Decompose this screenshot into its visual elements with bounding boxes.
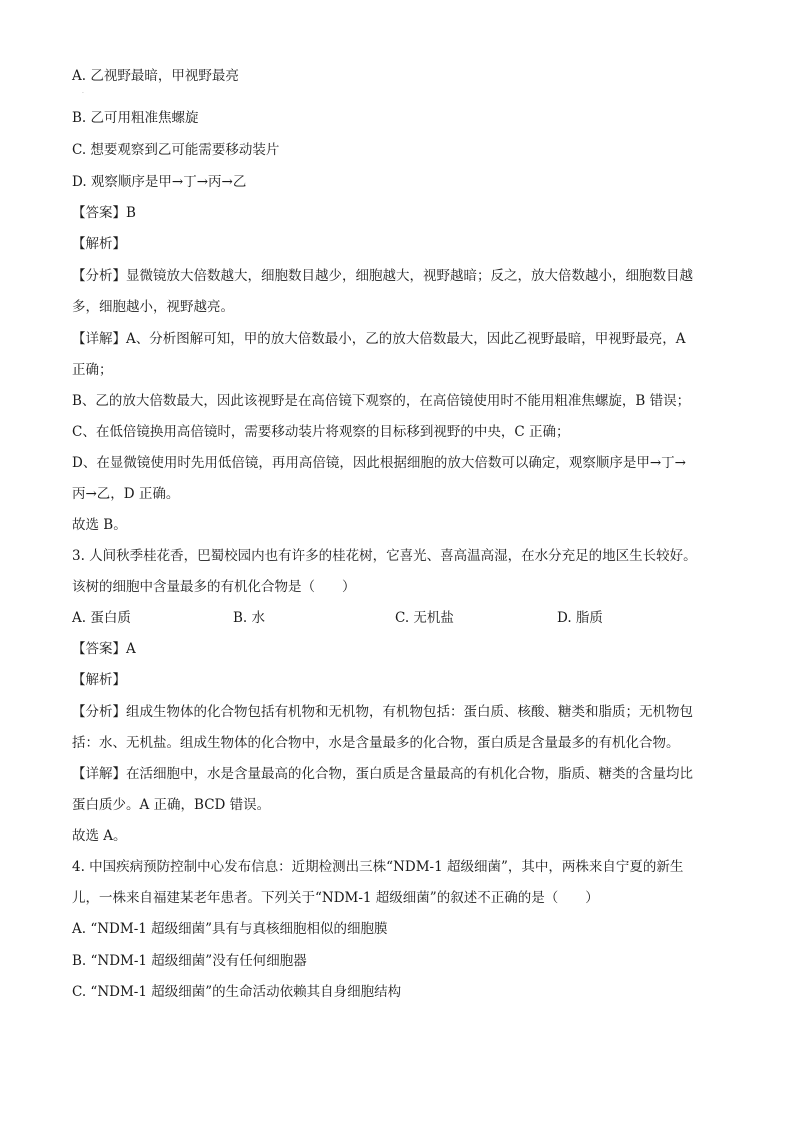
q2-detail-text: 【详解】A、分析图解可知，甲的放大倍数最小，乙的放大倍数最大，因此乙视野最暗，甲视野最亮，A bbox=[72, 331, 686, 347]
dot-mark: · bbox=[82, 90, 84, 97]
q3-answer: 【答案】A bbox=[72, 641, 136, 657]
q4-option-c: C. “NDM-1 超级细菌”的生命活动依赖其自身细胞结构 bbox=[72, 984, 402, 1000]
q2-analysis-label: 【解析】 bbox=[72, 236, 126, 252]
q4-stem: 儿，一株来自福建某老年患者。下列关于“NDM-1 超级细菌”的叙述不正确的是（ ） bbox=[72, 890, 599, 906]
q2-detail-text: B、乙的放大倍数最大，因此该视野是在高倍镜下观察的，在高倍镜使用时不能用粗准焦螺旋，B 错误； bbox=[72, 393, 691, 409]
q3-stem: 3. 人间秋季桂花香，巴蜀校园内也有许多的桂花树，它喜光、喜高温高湿，在水分充足的地区生长较好。 bbox=[72, 548, 697, 564]
q2-detail-text: 丙→乙，D 正确。 bbox=[72, 486, 180, 502]
q2-analysis-text: 【分析】显微镜放大倍数越大，细胞数目越少，细胞越大，视野越暗；反之，放大倍数越小，细胞数目越 bbox=[72, 268, 693, 284]
q2-conclusion: 故选 B。 bbox=[72, 517, 127, 533]
q3-detail-text: 【详解】在活细胞中，水是含量最高的化合物，蛋白质是含量最高的有机化合物，脂质、糖类的含量均比 bbox=[72, 766, 693, 782]
q2-detail-text: D、在显微镜使用时先用低倍镜，再用高倍镜，因此根据细胞的放大倍数可以确定，观察顺序是甲→丁→ bbox=[72, 455, 686, 471]
q3-analysis-text: 【分析】组成生物体的化合物包括有机物和无机物，有机物包括：蛋白质、核酸、糖类和脂质；无机物包 bbox=[72, 704, 693, 720]
q2-option-d: D. 观察顺序是甲→丁→丙→乙 bbox=[72, 174, 247, 190]
q2-detail-text: 正确； bbox=[72, 362, 113, 378]
q3-option-d: D. 脂质 bbox=[557, 610, 603, 626]
q3-stem: 该树的细胞中含量最多的有机化合物是（ ） bbox=[72, 579, 356, 595]
q3-option-c: C. 无机盐 bbox=[395, 610, 454, 626]
q4-option-b: B. “NDM-1 超级细菌”没有任何细胞器 bbox=[72, 953, 307, 969]
q2-answer: 【答案】B bbox=[72, 205, 136, 221]
q4-option-a: A. “NDM-1 超级细菌”具有与真核细胞相似的细胞膜 bbox=[72, 921, 388, 937]
q4-stem: 4. 中国疾病预防控制中心发布信息：近期检测出三株“NDM-1 超级细菌”，其中，两株来自宁夏的新生 bbox=[72, 859, 684, 875]
q3-analysis-text: 括：水、无机盐。组成生物体的化合物中，水是含量最多的化合物，蛋白质是含量最多的有机化合物。 bbox=[72, 735, 680, 751]
q3-detail-text: 蛋白质少。A 正确，BCD 错误。 bbox=[72, 797, 271, 813]
q2-detail-text: C、在低倍镜换用高倍镜时，需要移动装片将观察的目标移到视野的中央，C 正确； bbox=[72, 424, 570, 440]
q3-option-b: B. 水 bbox=[233, 610, 266, 626]
q2-analysis-text: 多，细胞越小，视野越亮。 bbox=[72, 299, 234, 315]
q2-option-a: A. 乙视野最暗，甲视野最亮 bbox=[72, 68, 239, 84]
q3-option-a: A. 蛋白质 bbox=[72, 610, 131, 626]
q2-option-b: B. 乙可用粗准焦螺旋 bbox=[72, 110, 199, 126]
q3-analysis-label: 【解析】 bbox=[72, 672, 126, 688]
q3-conclusion: 故选 A。 bbox=[72, 828, 127, 844]
q2-option-c: C. 想要观察到乙可能需要移动装片 bbox=[72, 142, 280, 158]
